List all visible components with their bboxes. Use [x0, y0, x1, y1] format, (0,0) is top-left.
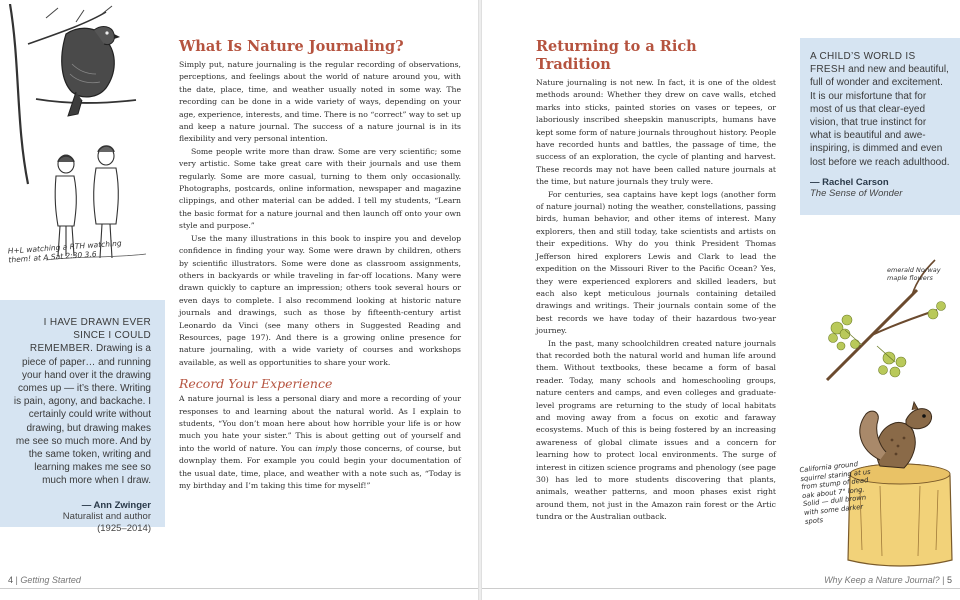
quote-text: Drawing is a piece of paper… and running your hand over it the drawing comes up — it’s there. Writing is pain, agony, and backache. I certainly could write without drawing, but drawing makes me see so much more. And by the same token, writing and learning makes me see so much more when I draw.: [13, 343, 151, 487]
hawk-and-children-sketch: [6, 4, 161, 290]
left-page: [0, 0, 478, 600]
quote-author-role: Naturalist and author: [62, 510, 151, 522]
ground-squirrel-sketch: [800, 390, 960, 570]
running-title: Why Keep a Nature Journal?: [824, 575, 940, 585]
footer-left: 4 | Getting Started: [8, 575, 81, 585]
page-number: 5: [946, 575, 952, 585]
right-page: [482, 0, 960, 600]
subsection-title-record-your-experience: Record Your Experience: [179, 376, 333, 392]
maple-flowers-sketch: [817, 250, 957, 390]
footer-rule: [482, 588, 960, 589]
paragraph: Some people write more than draw. Some are very scientific; some very artistic. Some take great care with their journals and use them regularly. Some are more casual, turning to them only occasionally. Photographs, postcards, online information, newspaper and magazine clippings, and other material can be added. I tell my students, “Learn the basic format for a nature journal and then launch off onto your own style and purpose.”: [179, 146, 461, 231]
page-number: 4: [8, 575, 14, 585]
running-title: Getting Started: [20, 575, 81, 585]
paragraph: In the past, many schoolchildren created nature journals that recorded both the natural world and human life around them. Without textbooks, these became a form of basal reader. Today, many schools and homeschooling groups, nature centers and camps, and even colleges and graduate-level programs are returning to the study of local habitats and moving away from a focus on exotic and faraway ecosystems. Much of this is being fostered by an increasing awareness of global climate issues and a concern for learning how to protect local environments. The surge of interest in citizen science programs and phenology (see page 30) has led to more students discovering that plants, animals, weather patterns, and moon phases exist right around them, not just in the Amazon rain forest or the Artic tundra or the Australian outback.: [536, 338, 776, 522]
pull-quote-carson: [800, 38, 960, 215]
paragraph-part: A nature journal is less a personal diary and more a recording of your responses to and learning about the natural world. As I explain to students, “You don’t moan here about how horrible your life is or how much you hate your sister.” This is about getting out of yourself and into the world of nature. You can: [179, 394, 461, 453]
section-title-what-is-nature-journaling: What Is Nature Journaling?: [179, 38, 404, 55]
paragraph: Use the many illustrations in this book to inspire you and develop confidence in finding your way. Some were drawn by children, others by scientific illustrators. Some were done as classroom assignments, others in backyards or while traveling in far-off locations. Many were drawn quickly to capture an impression; others took several hours or even days to complete. I also recommend looking at historic nature journals and drawings, such as those by fifteenth-century artist Leonardo da Vinci (see many others in Suggested Reading and Resources, page 197). And there is a growing online presence for nature journaling, with a wide variety of courses and workshops available, as well as opportunities to share your work.: [179, 233, 461, 367]
maple-sketch-caption: emerald Norway maple flowers: [887, 266, 941, 282]
footer-rule: [0, 588, 478, 589]
quote-author: — Rachel Carson: [810, 176, 889, 188]
right-text-column: [536, 38, 776, 524]
pull-quote-zwinger: [0, 300, 165, 535]
paragraph: For centuries, sea captains have kept logs (another form of nature journal) noting the weather, constellations, passing birds, human behavior, and other items of interest. Many explorers, then and still today, take scientists and artists on their expeditions. Why do you think President Thomas Jefferson hired explorers Lewis and Clark to lead the expedition on the Missouri River to the Pacific Ocean? Yes, they were experienced explorers and skilled leaders, but each also kept meticulous journals containing detailed drawings and writings. Their journals contain some of the best records we have today of their hazardous two-year journey.: [536, 189, 776, 336]
squirrel-sketch-caption: California ground squirrel staring at us from stump of dead oak about 7" long. Solid — dull brown with some darker spots: [799, 460, 871, 526]
quote-author-years: (1925–2014): [97, 523, 151, 535]
quote-lead: I HAVE DRAWN EVER SINCE I COULD REMEMBER.: [29, 317, 151, 355]
quote-text: and new and beautiful, full of wonder and excitement. It is our misfortune that for most of us that clear-eyed vision, that true instinct for what is beautiful and awe-inspiring, is dimmed and even lost before we reach adulthood.: [810, 64, 950, 168]
section-title-returning-to-a-rich-tradition: Returning to a Rich Tradition: [536, 38, 697, 73]
paragraph: Simply put, nature journaling is the regular recording of observations, perceptions, and feelings about the world of nature around you, with the date, place, time, and weather usually noted in some way. The recording can be done in a wide variety of ways, depending on your age, experience, interests, and time. There is no “correct” way to set up and keep a nature journal. The success of a nature journal is in its flexibility and very personal intention.: [179, 60, 461, 144]
paragraph: Nature journaling is not new. In fact, it is one of the oldest methods around: Whether they drew on cave walls, etched marks into sticks, painted stories on vases or tepees, or laboriously inscribed sheepskin manuscripts, humans have kept some form of nature journals throughout history. People have recorded hunts and battles, the passage of time, the success of an exploration, the cycle of planting and harvest. These records may not have been called nature journals at the time, but nature journals they truly were.: [536, 78, 776, 187]
left-text-column: [179, 38, 461, 492]
quote-author: — Ann Zwinger: [81, 499, 151, 511]
paragraph-part: those concerns, of course, but downplay them. For example you could begin your documentation of the usual date, time, place, and weather with a note such as, “Today is my birthday and I’m taking this time for myself!”: [179, 443, 461, 490]
quote-work: The Sense of Wonder: [810, 187, 903, 199]
quote-lead: A CHILD’S WORLD IS FRESH: [810, 51, 916, 76]
footer-right: Why Keep a Nature Journal? | 5: [824, 575, 952, 585]
paragraph: [179, 393, 461, 492]
emphasis: imply: [315, 443, 337, 453]
hawk-sketch-caption: H+L watching a RTH watching them! at A Sat 2:30 3.6: [7, 238, 122, 265]
